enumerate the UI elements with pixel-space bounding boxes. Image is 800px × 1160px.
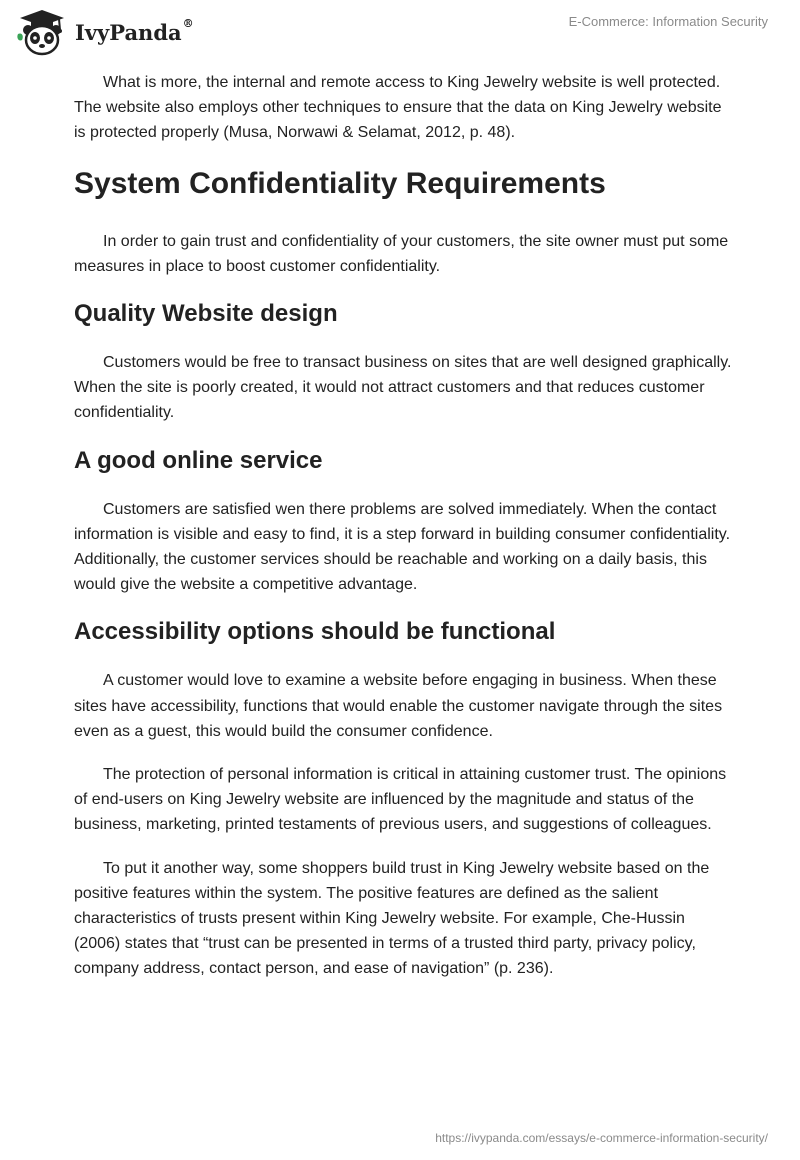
source-url[interactable]: https://ivypanda.com/essays/e-commerce-information-security/ — [435, 1131, 768, 1145]
essay-content — [74, 70, 734, 1000]
subsection-heading: Quality Website design — [74, 300, 338, 328]
brand-name — [75, 17, 194, 45]
subsection-heading: A good online service — [74, 446, 323, 474]
paragraph: Customers are satisfied wen there problems are solved immediately. When the contact information is visible and easy to find, it is a step forward in building consumer confidentiality. Additionally, the customer services should be reachable and working on a daily basis, this would give the website a competitive advantage. — [74, 500, 731, 594]
page-header — [0, 0, 800, 66]
brand-text: IvyPanda — [75, 20, 182, 45]
panda-graduate-icon — [14, 8, 70, 56]
subsection-heading: Accessibility options should be functional — [74, 618, 556, 646]
registered-mark: ® — [182, 17, 194, 30]
paragraph: In order to gain trust and confidentiality of your customers, the site owner must put some measures in place to boost customer confidentiality. — [74, 232, 729, 275]
paragraph: To put it another way, some shoppers build trust in King Jewelry website based on the positive features within the system. The positive features are defined as the salient characteristics of trusts present within King Jewelry website. For example, Che-Hussin (2006) states that “trust can be presented in terms of a trusted third party, privacy policy, company address, contact person, and ease of navigation” (p. 236). — [74, 859, 710, 978]
section-heading: System Confidentiality Requirements — [74, 166, 606, 200]
paragraph: The protection of personal information is critical in attaining customer trust. The opinions of end-users on King Jewelry website are influenced by the magnitude and status of the business, marketing, printed testaments of previous users, and suggestions of colleagues. — [74, 766, 727, 834]
document-title: E-Commerce: Information Security — [568, 14, 768, 29]
paragraph: A customer would love to examine a website before engaging in business. When these sites have accessibility, functions that would enable the customer navigate through the sites even as a guest, this would build the consumer confidence. — [74, 672, 723, 740]
paragraph: What is more, the internal and remote access to King Jewelry website is well protected. The website also employs other techniques to ensure that the data on King Jewelry website is protected properly (Musa, Norwawi & Selamat, 2012, p. 48). — [74, 74, 722, 142]
ivypanda-logo[interactable] — [14, 8, 204, 56]
paragraph: Customers would be free to transact business on sites that are well designed graphically. When the site is poorly created, it would not attract customers and that reduces customer confidentiality. — [74, 354, 732, 422]
